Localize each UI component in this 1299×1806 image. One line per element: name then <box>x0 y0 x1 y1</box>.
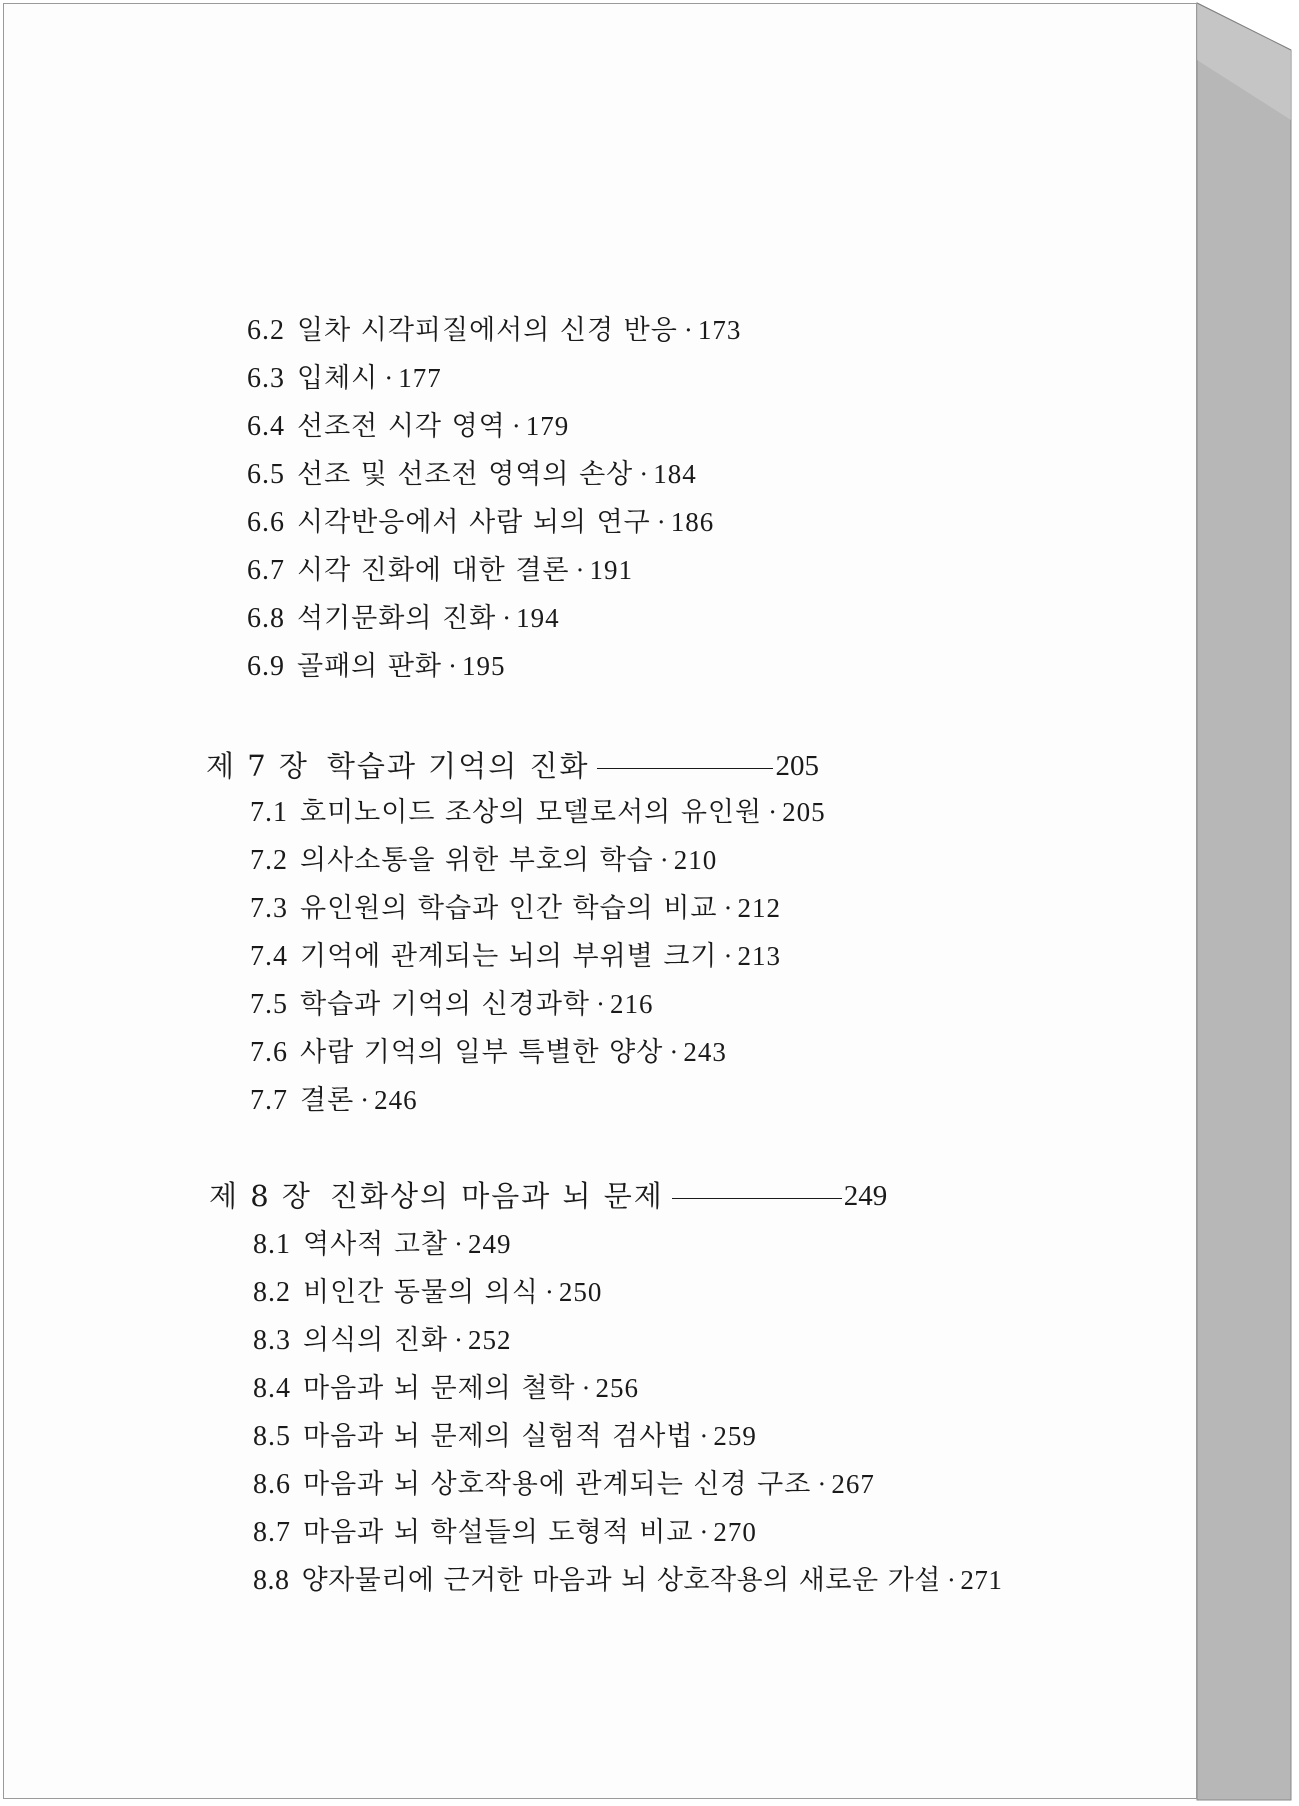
section-page: 179 <box>525 411 570 441</box>
separator-dot: · <box>502 603 513 633</box>
toc-section-8-7[interactable] <box>253 1514 757 1550</box>
chapter-title: 진화상의 마음과 뇌 문제 <box>329 1179 664 1213</box>
leader-line <box>597 768 773 769</box>
separator-dot: · <box>817 1469 828 1499</box>
toc-section-8-8[interactable] <box>253 1562 1002 1598</box>
section-number: 8.6 <box>253 1469 291 1500</box>
section-page: 267 <box>831 1469 875 1499</box>
section-page: 194 <box>516 603 560 633</box>
section-number: 8.7 <box>253 1517 291 1548</box>
section-page: 184 <box>653 459 697 489</box>
section-number: 6.4 <box>247 411 285 442</box>
section-title: 입체시 <box>297 363 379 394</box>
separator-dot: · <box>639 459 650 489</box>
section-number: 7.7 <box>250 1085 288 1116</box>
toc-section-6-5[interactable] <box>247 456 697 492</box>
section-page: 173 <box>697 315 742 345</box>
section-title: 역사적 고찰 <box>303 1229 448 1260</box>
section-number: 6.9 <box>247 651 285 682</box>
section-number: 7.6 <box>250 1037 288 1068</box>
chapter-title: 학습과 기억의 진화 <box>326 749 590 783</box>
section-page: 252 <box>468 1325 512 1355</box>
section-title: 호미노이드 조상의 모델로서의 유인원 <box>300 797 763 828</box>
toc-section-6-3[interactable] <box>247 360 442 396</box>
separator-dot: · <box>360 1085 371 1115</box>
separator-dot: · <box>448 651 458 681</box>
section-title: 사람 기억의 일부 특별한 양상 <box>300 1037 664 1068</box>
toc-section-7-1[interactable] <box>250 794 826 830</box>
toc-section-6-8[interactable] <box>247 600 560 636</box>
section-page: 191 <box>589 555 633 585</box>
section-page: 216 <box>610 989 654 1019</box>
toc-section-7-6[interactable] <box>250 1034 727 1070</box>
section-title: 유인원의 학습과 인간 학습의 비교 <box>300 893 718 924</box>
separator-dot: · <box>454 1229 464 1259</box>
section-page: 210 <box>673 845 718 875</box>
chapter-label: 제 8 장 <box>209 1179 312 1213</box>
section-number: 8.8 <box>253 1565 290 1596</box>
section-title: 의식의 진화 <box>303 1325 448 1356</box>
separator-dot: · <box>723 941 734 971</box>
toc-section-7-7[interactable] <box>250 1082 418 1118</box>
leader-line <box>672 1198 842 1199</box>
section-title: 마음과 뇌 문제의 철학 <box>303 1373 576 1404</box>
section-number: 7.3 <box>250 893 288 924</box>
separator-dot: · <box>723 893 734 923</box>
section-number: 7.5 <box>250 989 288 1020</box>
section-page: 259 <box>713 1421 757 1451</box>
section-number: 6.5 <box>247 459 285 490</box>
section-title: 비인간 동물의 의식 <box>303 1277 539 1308</box>
separator-dot: · <box>575 555 586 585</box>
section-number: 6.2 <box>247 315 285 346</box>
section-page: 250 <box>558 1277 603 1307</box>
section-page: 213 <box>737 941 781 971</box>
separator-dot: · <box>768 797 779 827</box>
toc-section-8-2[interactable] <box>253 1274 602 1310</box>
table-of-contents <box>4 4 1198 1800</box>
separator-dot: · <box>511 411 522 441</box>
separator-dot: · <box>596 989 606 1019</box>
separator-dot: · <box>946 1565 957 1595</box>
toc-section-8-3[interactable] <box>253 1322 512 1358</box>
section-page: 212 <box>737 893 781 923</box>
section-page: 195 <box>462 651 506 681</box>
toc-page <box>3 3 1197 1799</box>
section-title: 선조전 시각 영역 <box>297 411 506 442</box>
chapter-label: 제 7 장 <box>206 749 309 783</box>
separator-dot: · <box>384 363 395 393</box>
separator-dot: · <box>699 1517 710 1547</box>
section-title: 시각반응에서 사람 뇌의 연구 <box>297 507 651 538</box>
section-title: 시각 진화에 대한 결론 <box>297 555 570 586</box>
separator-dot: · <box>454 1325 464 1355</box>
section-number: 8.5 <box>253 1421 291 1452</box>
section-number: 6.7 <box>247 555 285 586</box>
section-title: 기억에 관계되는 뇌의 부위별 크기 <box>300 941 718 972</box>
separator-dot: · <box>699 1421 710 1451</box>
toc-section-6-9[interactable] <box>247 648 506 684</box>
toc-section-7-4[interactable] <box>250 938 781 974</box>
toc-section-7-5[interactable] <box>250 986 654 1022</box>
section-title: 마음과 뇌 학설들의 도형적 비교 <box>303 1517 694 1548</box>
section-title: 석기문화의 진화 <box>297 603 497 634</box>
section-title: 마음과 뇌 상호작용에 관계되는 신경 구조 <box>303 1469 812 1500</box>
toc-section-6-7[interactable] <box>247 552 633 588</box>
toc-section-6-6[interactable] <box>247 504 714 540</box>
chapter-page: 205 <box>775 750 819 782</box>
section-page: 256 <box>595 1373 639 1403</box>
section-number: 6.8 <box>247 603 285 634</box>
section-number: 8.4 <box>253 1373 291 1404</box>
separator-dot: · <box>669 1037 680 1067</box>
section-title: 골패의 판화 <box>297 651 442 682</box>
toc-section-8-5[interactable] <box>253 1418 757 1454</box>
section-page: 270 <box>713 1517 757 1547</box>
toc-chapter-8[interactable] <box>209 1176 887 1216</box>
toc-section-7-3[interactable] <box>250 890 781 926</box>
section-title: 의사소통을 위한 부호의 학습 <box>300 845 654 876</box>
separator-dot: · <box>581 1373 592 1403</box>
section-number: 7.2 <box>250 845 288 876</box>
toc-section-7-2[interactable] <box>250 842 717 878</box>
section-title: 양자물리에 근거한 마음과 뇌 상호작용의 새로운 가설 <box>301 1565 941 1596</box>
toc-section-8-6[interactable] <box>253 1466 875 1502</box>
section-page: 205 <box>782 797 826 827</box>
section-title: 일차 시각피질에서의 신경 반응 <box>297 315 678 346</box>
section-number: 6.6 <box>247 507 285 538</box>
toc-section-8-4[interactable] <box>253 1370 639 1406</box>
chapter-page: 249 <box>843 1180 888 1212</box>
section-number: 6.3 <box>247 363 285 394</box>
toc-section-8-1[interactable] <box>253 1226 512 1262</box>
separator-dot: · <box>656 507 667 537</box>
toc-section-6-2[interactable] <box>247 312 741 348</box>
section-number: 7.1 <box>250 797 288 828</box>
section-number: 7.4 <box>250 941 288 972</box>
section-page: 186 <box>670 507 715 537</box>
section-number: 8.2 <box>253 1277 291 1308</box>
section-page: 249 <box>468 1229 512 1259</box>
section-page: 177 <box>398 363 442 393</box>
toc-chapter-7[interactable] <box>206 746 819 786</box>
section-page: 271 <box>960 1565 1003 1595</box>
section-title: 결론 <box>300 1085 355 1116</box>
toc-section-6-4[interactable] <box>247 408 569 444</box>
separator-dot: · <box>659 845 670 875</box>
section-title: 마음과 뇌 문제의 실험적 검사법 <box>303 1421 694 1452</box>
section-page: 246 <box>374 1085 418 1115</box>
section-number: 8.1 <box>253 1229 291 1260</box>
separator-dot: · <box>683 315 694 345</box>
section-page: 243 <box>683 1037 727 1067</box>
section-number: 8.3 <box>253 1325 291 1356</box>
section-title: 학습과 기억의 신경과학 <box>300 989 590 1020</box>
separator-dot: · <box>544 1277 555 1307</box>
section-title: 선조 및 선조전 영역의 손상 <box>297 459 634 490</box>
